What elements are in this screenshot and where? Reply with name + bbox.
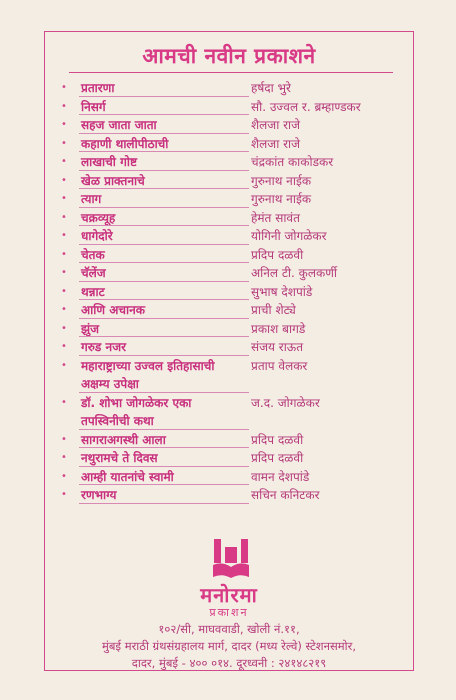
book-author: प्रदिप दळवी — [251, 432, 304, 447]
address-line-2: मुंबई मराठी ग्रंथसंग्रहालय मार्ग, दादर (मध्य रेल्वे) स्टेशनसमोर, — [101, 639, 356, 653]
book-title: सहज जाता जाता — [81, 118, 157, 132]
book-author: प्राची शेट्ये — [251, 303, 296, 317]
book-title: आणि अचानक — [81, 303, 145, 317]
bullet-dot-icon: • — [61, 433, 67, 445]
publisher-name: मनोरमा — [200, 583, 258, 607]
book-list — [45, 79, 413, 505]
row-divider — [79, 170, 249, 171]
book-title: सागराअगस्थी आला — [81, 432, 166, 447]
book-author: प्रताप वेलकर — [251, 358, 308, 373]
bullet-dot-icon: • — [61, 100, 67, 112]
book-row — [45, 394, 413, 431]
book-title: नथुरामचे ते दिवस — [81, 451, 158, 465]
row-divider — [79, 225, 249, 226]
row-divider — [79, 281, 249, 282]
row-divider — [79, 188, 249, 189]
book-title: रणभाग्य — [81, 488, 117, 502]
book-title: प्रतारणा — [81, 81, 115, 95]
book-row — [45, 468, 413, 487]
row-divider — [79, 151, 249, 152]
book-title: चक्रव्यूह — [81, 210, 116, 225]
book-row — [45, 190, 413, 209]
bullet-dot-icon: • — [61, 285, 67, 297]
book-title: चॅलेंज — [81, 266, 106, 280]
publisher-tagline: प्रकाशन — [209, 606, 249, 619]
bullet-dot-icon: • — [61, 322, 67, 334]
book-author: प्रकाश बागडे — [251, 321, 306, 336]
row-divider — [79, 299, 249, 300]
row-divider — [79, 262, 249, 263]
book-author: वामन देशपांडे — [251, 469, 310, 484]
book-author: सुभाष देशपांडे — [251, 284, 313, 299]
book-title: महाराष्ट्राच्या उज्वल इतिहासाची अक्षम्य उपेक्षा — [81, 358, 215, 391]
book-row — [45, 246, 413, 265]
bullet-dot-icon: • — [61, 396, 67, 408]
book-row — [45, 357, 413, 394]
book-author: प्रदिप दळवी — [251, 451, 304, 465]
address-line-3: दादर, मुंबई - ४०० ०१४. दूरध्वनी : २४१४८२१९ — [131, 656, 327, 670]
book-row — [45, 338, 413, 357]
row-divider — [79, 318, 249, 319]
bullet-dot-icon: • — [61, 156, 67, 167]
bullet-dot-icon: • — [61, 82, 67, 93]
book-row — [45, 264, 413, 283]
row-divider — [79, 133, 249, 134]
row-divider — [79, 503, 249, 504]
book-title: लाखाची गोष्ट — [81, 155, 137, 169]
book-author: अनिल टी. कुलकर्णी — [251, 266, 338, 280]
book-row — [45, 320, 413, 339]
book-author: संजय राऊत — [251, 340, 304, 354]
book-title: निसर्ग — [81, 99, 106, 114]
page-title: आमची नवीन प्रकाशने — [142, 44, 316, 68]
address-line-1: १०२/सी, माघववाडी, खोली नं.११, — [158, 622, 300, 636]
book-row — [45, 172, 413, 191]
book-row — [45, 486, 413, 505]
row-divider — [79, 447, 249, 448]
book-author: सचिन कनिटकर — [251, 488, 320, 502]
book-author: हेमंत सावंत — [251, 210, 300, 225]
book-author: शैलजा राजे — [251, 118, 301, 132]
row-divider — [79, 96, 249, 97]
row-divider — [79, 392, 249, 393]
book-row — [45, 209, 413, 228]
bullet-dot-icon: • — [61, 267, 67, 278]
bullet-dot-icon: • — [61, 137, 67, 149]
title-underline — [69, 72, 393, 73]
book-row — [45, 116, 413, 135]
bullet-dot-icon: • — [61, 193, 67, 204]
book-author: गुरुनाथ नाईक — [251, 173, 312, 188]
bullet-dot-icon: • — [61, 341, 67, 352]
book-author: चंद्रकांत काकोडकर — [251, 155, 334, 169]
book-row — [45, 227, 413, 246]
book-author: प्रदिप दळवी — [251, 247, 304, 262]
row-divider — [79, 114, 249, 115]
book-title: थन्नाट — [81, 284, 105, 299]
book-row — [45, 135, 413, 154]
bullet-dot-icon: • — [61, 248, 67, 260]
book-row — [45, 153, 413, 172]
row-divider — [79, 336, 249, 337]
bullet-dot-icon: • — [61, 304, 67, 315]
book-title: कहाणी थालीपीठाची — [81, 136, 169, 151]
book-title: गरुड नजर — [81, 340, 127, 354]
row-divider — [79, 484, 249, 485]
book-title: आम्ही यातनांचे स्वामी — [81, 469, 174, 484]
bullet-dot-icon: • — [61, 452, 67, 463]
book-title: धागेदोरे — [81, 229, 113, 243]
book-title: त्याग — [81, 192, 102, 206]
row-divider — [79, 207, 249, 208]
book-author: योगिनी जोगळेकर — [251, 229, 327, 243]
book-row — [45, 449, 413, 468]
row-divider — [79, 244, 249, 245]
bullet-dot-icon: • — [61, 211, 67, 223]
book-row — [45, 301, 413, 320]
book-author: शैलजा राजे — [251, 136, 301, 151]
row-divider — [79, 466, 249, 467]
brochure-frame — [44, 31, 414, 671]
book-row — [45, 283, 413, 302]
open-book-logo-icon — [211, 537, 251, 579]
bullet-dot-icon: • — [61, 489, 67, 500]
bullet-dot-icon: • — [61, 174, 67, 186]
bullet-dot-icon: • — [61, 119, 67, 130]
bullet-dot-icon: • — [61, 230, 67, 241]
book-author: हर्षदा भुरे — [251, 81, 291, 95]
book-row — [45, 98, 413, 117]
bullet-dot-icon: • — [61, 470, 67, 482]
book-title: झुंज — [81, 321, 99, 336]
book-title: खेळ प्राक्तनाचे — [81, 173, 145, 188]
book-author: ज.द. जोगळेकर — [251, 395, 320, 410]
row-divider — [79, 429, 249, 430]
row-divider — [79, 355, 249, 356]
bullet-dot-icon: • — [61, 359, 67, 371]
book-author: सौ. उज्वल र. ब्रम्हाण्डकर — [251, 99, 361, 114]
book-title: डॉ. शोभा जोगळेकर एका तपस्विनीची कथा — [81, 395, 192, 428]
book-row — [45, 431, 413, 450]
book-title: चेतक — [81, 247, 105, 262]
book-author: गुरुनाथ नाईक — [251, 192, 312, 206]
book-row — [45, 79, 413, 98]
